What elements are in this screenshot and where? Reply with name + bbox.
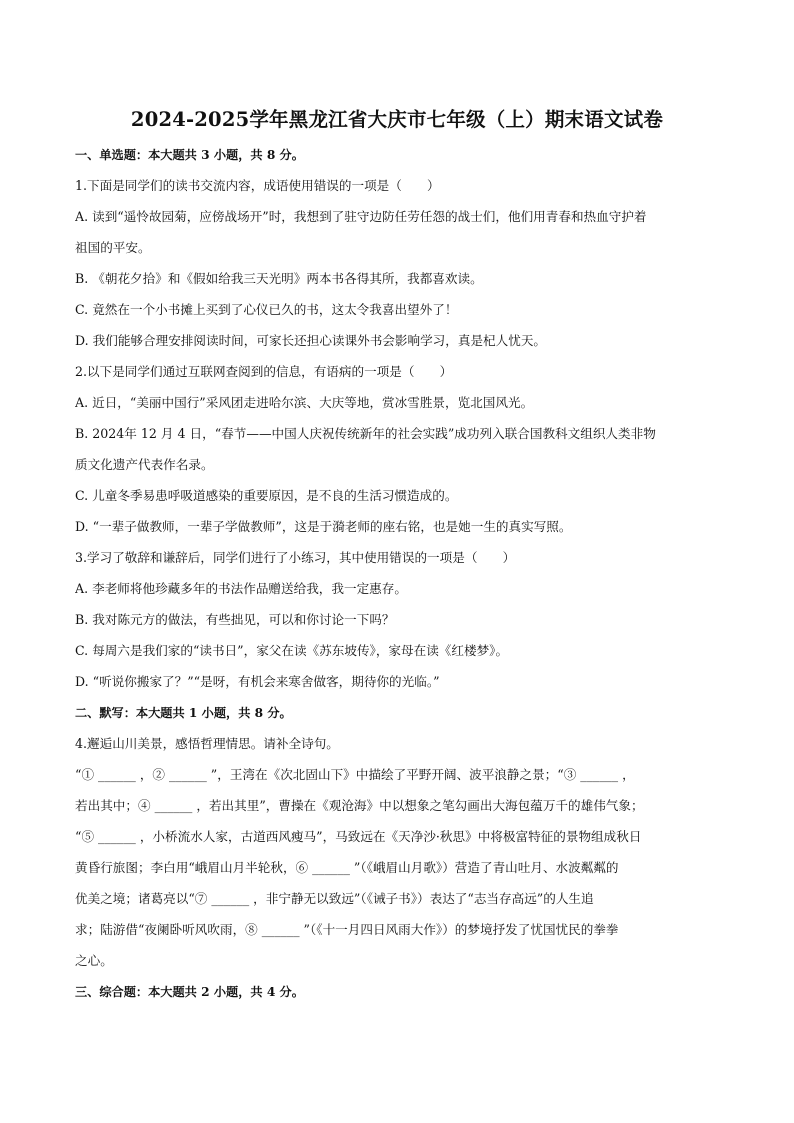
question-2-option-b-continued: 质文化遗产代表作名录。 [75, 457, 214, 472]
question-2-option-d: D. “一辈子做教师，一辈子学做教师”，这是于漪老师的座右铭，也是她一生的真实写照。 [75, 519, 572, 534]
question-1-option-a: A. 读到“遥怜故园菊，应傍战场开”时，我想到了驻守边防任劳任怨的战士们，他们用青春和热血守护着 [75, 209, 647, 224]
question-1-option-d: D. 我们能够合理安排阅读时间，可家长还担心读课外书会影响学习，真是杞人忧天。 [75, 333, 547, 348]
question-3-option-a: A. 李老师将他珍藏多年的书法作品赠送给我，我一定惠存。 [75, 581, 407, 596]
question-3-option-d: D. “听说你搬家了？”“是呀，有机会来寒舍做客，期待你的光临。” [75, 674, 440, 689]
question-3-option-c: C. 每周六是我们家的“读书日”，家父在读《苏东坡传》，家母在读《红楼梦》。 [75, 643, 509, 658]
question-4-passage-line: 之心。 [75, 953, 113, 968]
section-heading-comprehensive: 三、综合题：本大题共 2 小题，共 4 分。 [75, 985, 304, 999]
question-4-passage-line: 优美之境；诸葛亮以“⑦ ______ ，非宁静无以致远”（《诫子书》）表达了“志当存高远”的人生追 [75, 891, 594, 906]
question-1-option-c: C. 竟然在一个小书摊上买到了心仪已久的书，这太令我喜出望外了！ [75, 302, 458, 317]
question-1-stem: 1.下面是同学们的读书交流内容，成语使用错误的一项是（ ） [75, 178, 440, 193]
page-title: 2024-2025学年黑龙江省大庆市七年级（上）期末语文试卷 [130, 108, 664, 131]
question-4-passage-line: 黄昏行旅图；李白用“峨眉山月半轮秋，⑥ ______ ”（《峨眉山月歌》）营造了青山吐月、水波粼粼的 [75, 860, 619, 875]
section-heading-single-choice: 一、单选题：本大题共 3 小题，共 8 分。 [75, 148, 304, 162]
question-4-passage-line: “① ______ ，② ______ ”，王湾在《次北固山下》中描绘了平野开阔、波平浪静之景；“③ ______ ， [75, 767, 635, 782]
question-1-option-b: B. 《朝花夕拾》和《假如给我三天光明》两本书各得其所，我都喜欢读。 [75, 271, 483, 286]
question-3-option-b: B. 我对陈元方的做法，有些拙见，可以和你讨论一下吗？ [75, 612, 395, 627]
section-heading-dictation: 二、默写：本大题共 1 小题，共 8 分。 [75, 706, 292, 720]
question-1-option-a-continued: 祖国的平安。 [75, 240, 151, 255]
question-2-option-c: C. 儿童冬季易患呼吸道感染的重要原因，是不良的生活习惯造成的。 [75, 488, 458, 503]
question-2-option-b: B. 2024年 12 月 4 日，“春节——中国人庆祝传统新年的社会实践”成功列入联合国教科文组织人类非物 [75, 426, 656, 441]
question-4-passage-line: 求；陆游借“夜阑卧听风吹雨，⑧ ______ ”（《十一月四日风雨大作》）的梦境抒发了忧国忧民的拳拳 [75, 922, 619, 937]
question-4-passage-line: “⑤ ______ ，小桥流水人家，古道西风瘦马”，马致远在《天净沙·秋思》中将极富特征的景物组成秋日 [75, 829, 642, 844]
question-3-stem: 3.学习了敬辞和谦辞后，同学们进行了小练习，其中使用错误的一项是（ ） [75, 550, 516, 565]
question-2-option-a: A. 近日，“美丽中国行”采风团走进哈尔滨、大庆等地，赏冰雪胜景，览北国风光。 [75, 395, 534, 410]
question-4-passage-line: 若出其中；④ ______ ，若出其里”，曹操在《观沧海》中以想象之笔勾画出大海包蕴万千的雄伟气象； [75, 798, 644, 813]
question-4-stem: 4.邂逅山川美景，感悟哲理情思。请补全诗句。 [75, 736, 339, 751]
question-2-stem: 2.以下是同学们通过互联网查阅到的信息，有语病的一项是（ ） [75, 364, 453, 379]
